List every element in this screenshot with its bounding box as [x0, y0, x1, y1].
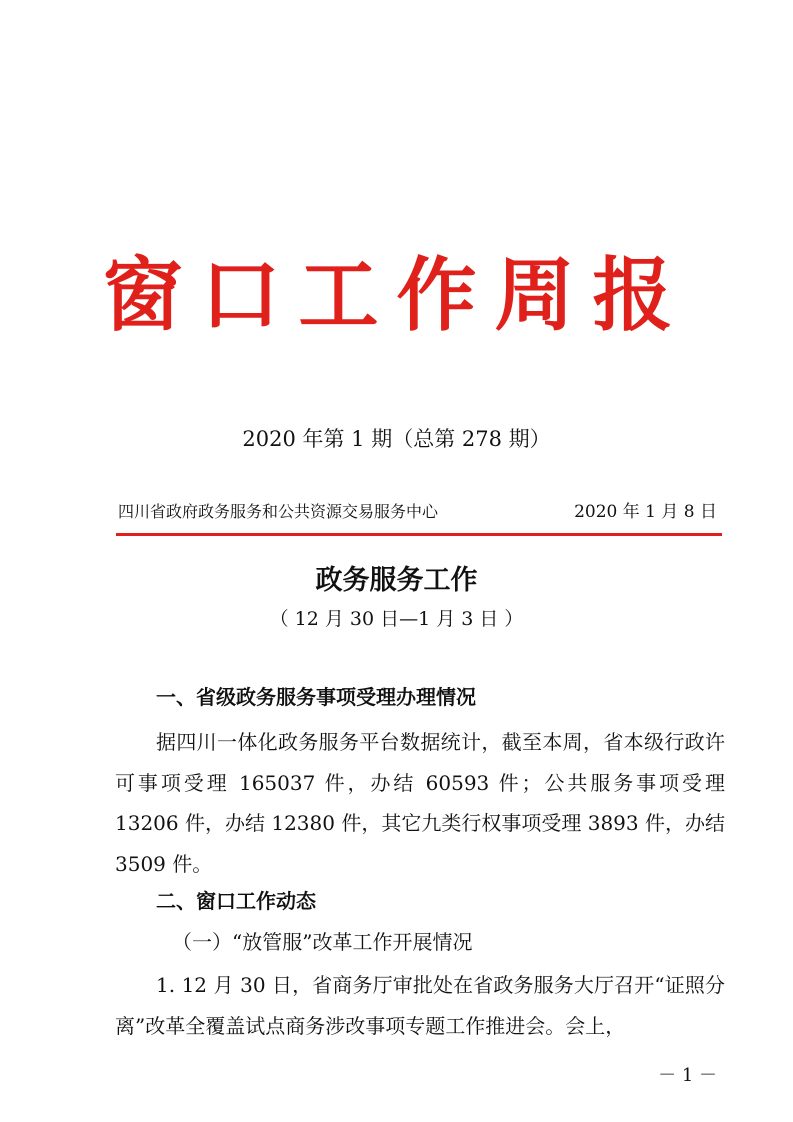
- heading-level-1-second: 二、窗口工作动态: [156, 889, 316, 913]
- issue-date: 2020 年 1 月 8 日: [574, 502, 717, 522]
- section-title: 政务服务工作: [315, 565, 478, 596]
- paragraph-news-item: 1. 12 月 30 日，省商务厅审批处在省政务服务大厅召开“证照分离”改革全覆盖试点商务涉改事项专题工作推进会。会上，: [115, 973, 725, 1038]
- masthead-title: 窗口工作周报: [102, 248, 691, 342]
- subheading: （一）“放管服”改革工作开展情况: [172, 930, 473, 954]
- issuing-organization: 四川省政府政务服务和公共资源交易服务中心: [118, 502, 439, 521]
- red-divider-line: [116, 533, 722, 536]
- paragraph-statistics: 据四川一体化政务服务平台数据统计，截至本周，省本级行政许可事项受理 165037 件，办结 60593 件；公共服务事项受理 13206 件，办结 12380 件，其它九类行权事项受理 3893 件，办结 3509 件。: [115, 730, 725, 876]
- issue-number: 2020 年第 1 期（总第 278 期）: [242, 427, 551, 451]
- page-number: － 1 －: [658, 1065, 717, 1086]
- heading-level-1-first: 一、省级政务服务事项受理办理情况: [156, 685, 476, 709]
- section-date-range: （ 12 月 30 日—1 月 3 日 ）: [269, 608, 524, 630]
